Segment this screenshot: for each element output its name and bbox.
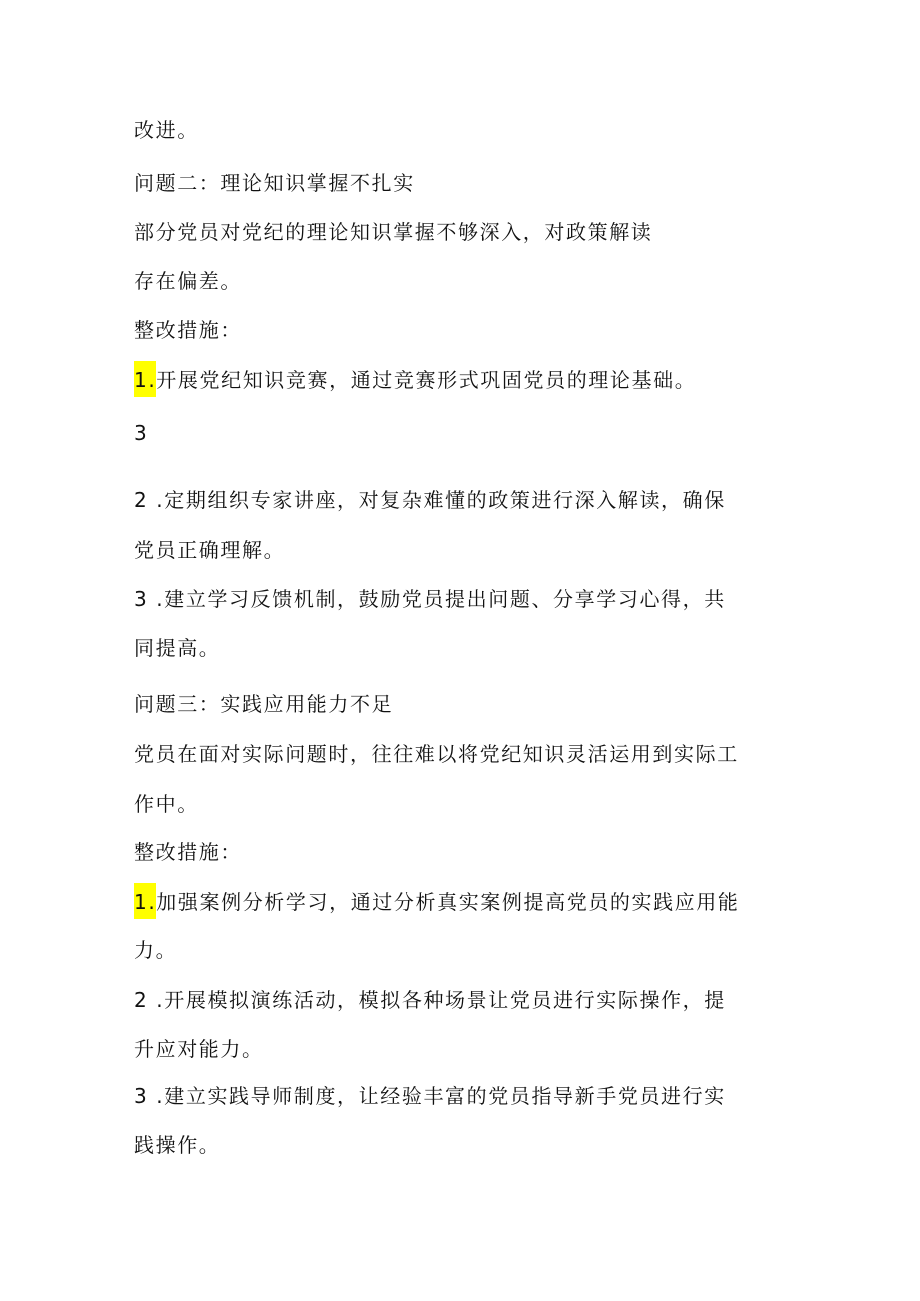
paragraph-line: 同提高。: [134, 636, 221, 660]
list-item: [134, 888, 740, 919]
paragraph-line: 存在偏差。: [134, 269, 242, 293]
list-item: [134, 366, 696, 397]
section-heading-problem-two: 问题二：理论知识掌握不扎实: [134, 171, 415, 195]
list-item-text: 加强案例分析学习，通过分析真实案例提高党员的实践应用能: [156, 890, 740, 914]
paragraph-line: 改进。: [134, 118, 199, 142]
measures-heading: 整改措施：: [134, 840, 242, 864]
paragraph-line: 作中。: [134, 792, 199, 816]
measures-heading: 整改措施：: [134, 318, 242, 342]
list-item-text: 开展党纪知识竞赛，通过竞赛形式巩固党员的理论基础。: [156, 368, 697, 392]
list-item: 3 .建立学习反馈机制，鼓励党员提出问题、分享学习心得，共: [134, 587, 726, 611]
list-item: 2 .开展模拟演练活动，模拟各种场景让党员进行实际操作，提: [134, 988, 726, 1012]
paragraph-line: 力。: [134, 938, 178, 962]
paragraph-line: 升应对能力。: [134, 1037, 264, 1061]
paragraph-line: 党员正确理解。: [134, 538, 286, 562]
list-item: 3 .建立实践导师制度，让经验丰富的党员指导新手党员进行实: [134, 1084, 726, 1108]
section-heading-problem-three: 问题三：实践应用能力不足: [134, 692, 394, 716]
paragraph-line: 党员在面对实际问题时，往往难以将党纪知识灵活运用到实际工: [134, 742, 739, 766]
paragraph-line: 部分党员对党纪的理论知识掌握不够深入，对政策解读: [134, 220, 653, 244]
page-number: 3: [134, 421, 149, 445]
highlighted-list-marker: 1.: [134, 361, 156, 397]
paragraph-line: 践操作。: [134, 1133, 221, 1157]
highlighted-list-marker: 1.: [134, 883, 156, 919]
list-item: 2 .定期组织专家讲座，对复杂难懂的政策进行深入解读，确保: [134, 488, 726, 512]
